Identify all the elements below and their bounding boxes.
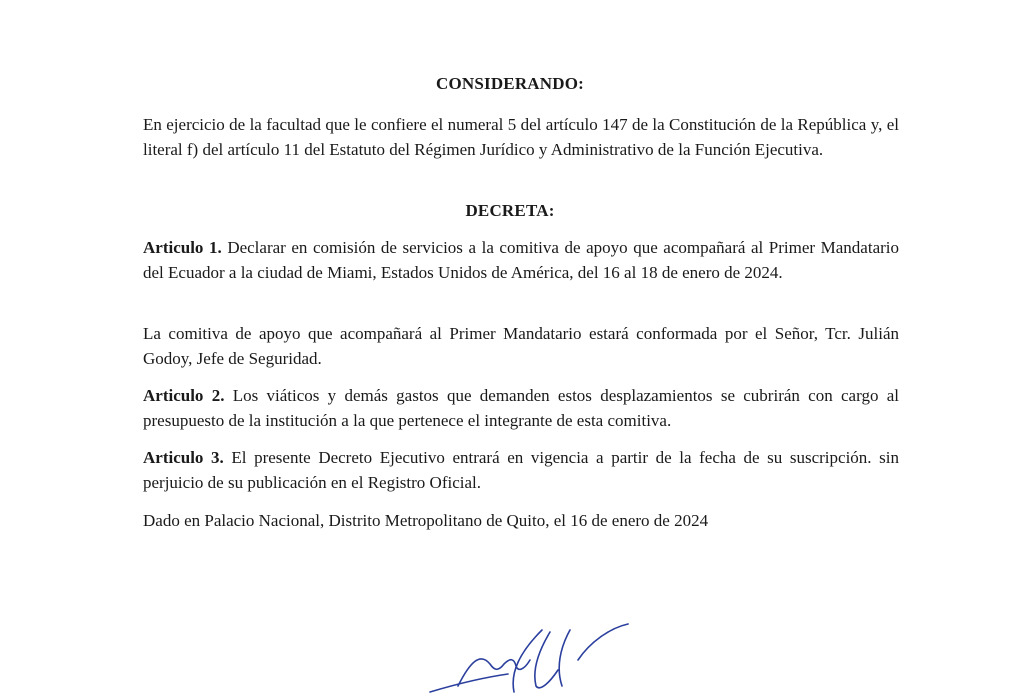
decreta-heading: DECRETA: xyxy=(465,201,555,220)
articulo-2-text: Los viáticos y demás gastos que demanden estos desplazamientos se cubrirán con cargo al presupuesto de la institución a la que pertenece el integrante de esta comitiva. xyxy=(143,386,899,430)
closing-paragraph: Dado en Palacio Nacional, Distrito Metropolitano de Quito, el 16 de enero de 2024 xyxy=(143,511,709,530)
considerando-heading: CONSIDERANDO: xyxy=(435,74,585,93)
articulo-3-paragraph xyxy=(143,445,899,495)
articulo-2-label: Articulo 2. xyxy=(143,386,225,405)
articulo-1-text: Declarar en comisión de servicios a la comitiva de apoyo que acompañará al Primer Mandatario del Ecuador a la ciudad de Miami, Estados Unidos de América, del 16 al 18 de enero de 2024. xyxy=(143,238,899,282)
articulo-1-label: Articulo 1. xyxy=(143,238,222,257)
handwritten-signature xyxy=(410,612,680,694)
articulo-2-paragraph xyxy=(143,383,899,433)
articulo-3-text: El presente Decreto Ejecutivo entrará en vigencia a partir de la fecha de su suscripción. sin perjuicio de su publicación en el Registro Oficial. xyxy=(143,448,899,492)
articulo-3-label: Articulo 3. xyxy=(143,448,224,467)
considerando-paragraph: En ejercicio de la facultad que le confiere el numeral 5 del artículo 147 de la Constitución de la República y, el literal f) del artículo 11 del Estatuto del Régimen Jurídico y Administrativo de la Función Ejecutiva. xyxy=(143,115,899,159)
articulo-1-paragraph xyxy=(143,235,899,285)
comitiva-paragraph: La comitiva de apoyo que acompañará al Primer Mandatario estará conformada por el Señor, Tcr. Julián Godoy, Jefe de Seguridad. xyxy=(143,324,899,368)
